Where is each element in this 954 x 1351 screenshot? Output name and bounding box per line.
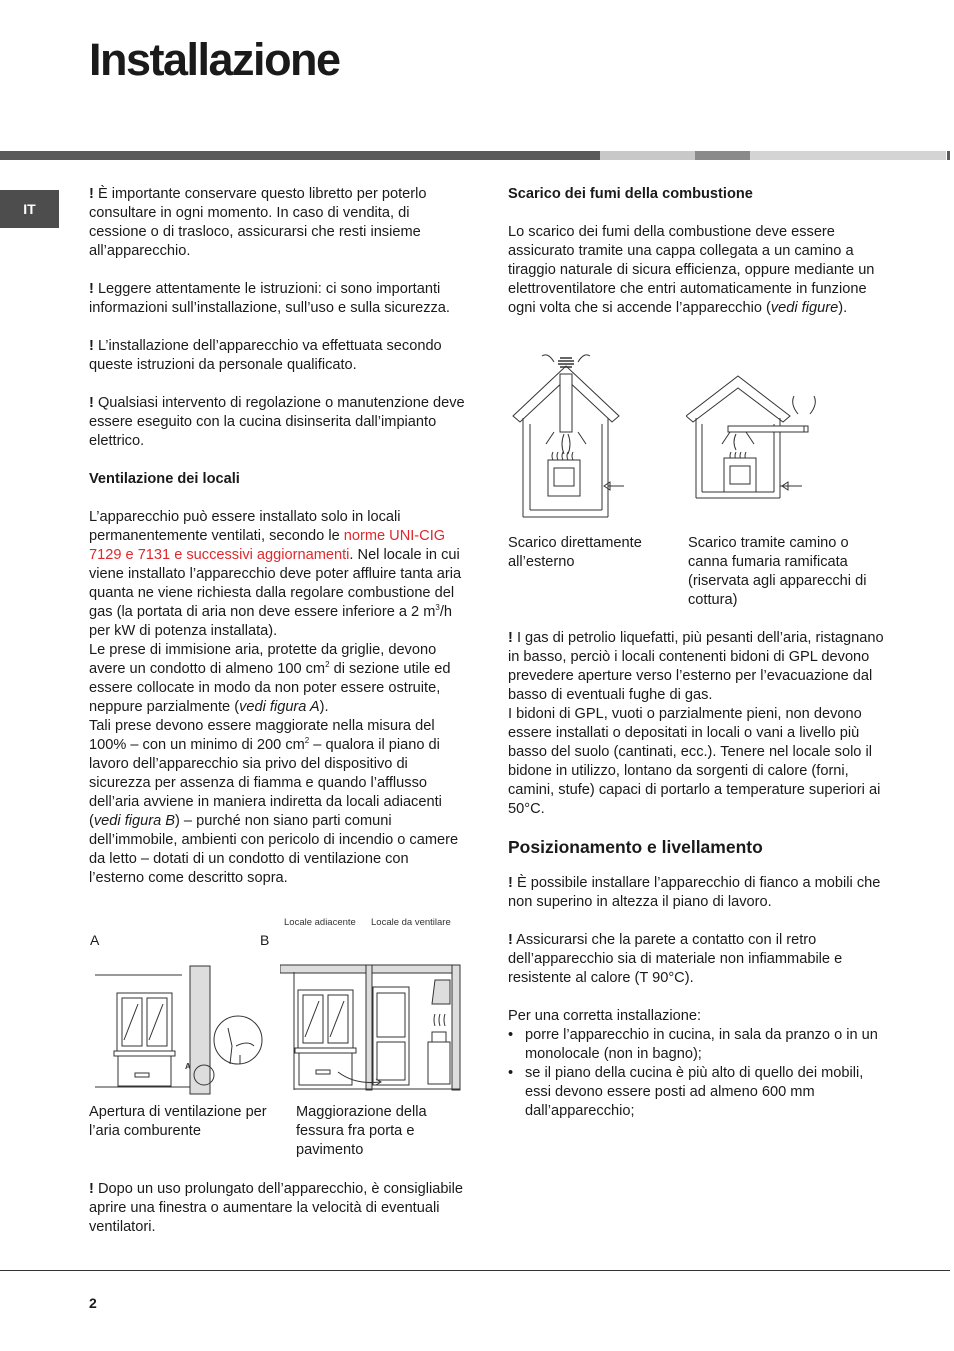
fumes-heading: Scarico dei fumi della combustione: [508, 186, 753, 202]
warning-keep-manual: ! È importante conservare questo libretto per poterlo consultare in ogni momento. In caso di vendita, di cessione o di trasloco, assicurarsi che resti insieme all’apparecchio.: [89, 186, 427, 259]
gpl-storage-paragraph: I bidoni di GPL, vuoti o parzialmente pieni, non devono essere installati o depositati in locali o vani a livello più basso del suolo (cantinati, ecc.). Tenere nel locale solo il bidone in utilizzo, lontano da sorgenti di calore (forni, camini, stufe) capaci di portarlo a temperature superiori ai 50°C.: [508, 706, 881, 817]
gpl-warning: ! I gas di petrolio liquefatti, più pesanti dell’aria, ristagnano in basso, perciò i locali contenenti bidoni di GPL devono prevedere aperture verso l’esterno per l’evacuazione dal basso di eventuali fughe di gas.: [508, 630, 884, 703]
figure-a-caption: Apertura di ventilazione per l’aria comburente: [89, 1104, 267, 1139]
install-intro: Per una corretta installazione:: [508, 1008, 702, 1024]
house-direct-exhaust-illustration: [508, 352, 628, 522]
house-direct-caption: Scarico direttamente all’esterno: [508, 535, 642, 570]
list-item: • porre l’apparecchio in cucina, in sala da pranzo o in un monolocale (non in bagno);: [508, 1026, 886, 1064]
warning-disconnect: ! Qualsiasi intervento di regolazione o manutenzione deve essere eseguito con la cucina disinserita dall’impianto elettrico.: [89, 395, 465, 449]
figure-b-door-gap: [280, 962, 465, 1094]
header-bar-end: [947, 151, 950, 160]
list-item: • se il piano della cucina è più alto di quello dei mobili, essi devono essere posti ad almeno 600 mm dall’apparecchio;: [508, 1064, 886, 1121]
final-warning: ! Dopo un uso prolungato dell’apparecchio, è consigliabile aprire una finestra o aumentare la velocità di eventuali ventilatori.: [89, 1181, 464, 1235]
warning-read-instructions: ! Leggere attentamente le istruzioni: ci sono importanti informazioni sull’installazione, sull’uso e sulla sicurezza.: [89, 281, 450, 316]
ventilation-heading: Ventilazione dei locali: [89, 471, 240, 487]
figure-a-letter: A: [90, 932, 100, 948]
header-bar-light-2: [750, 151, 946, 160]
figure-a-inner-letter: A: [185, 1062, 191, 1071]
warning-qualified-install: ! L’installazione dell’apparecchio va effettuata secondo queste istruzioni da personale qualificato.: [89, 338, 442, 373]
page-title: Installazione: [89, 34, 340, 85]
page-number: 2: [89, 1295, 97, 1311]
language-tab: IT: [0, 190, 59, 228]
right-column-bottom: [508, 629, 886, 1121]
label-room-to-ventilate: Locale da ventilare: [371, 917, 451, 928]
left-column: [89, 185, 466, 888]
figure-b-letter: B: [260, 932, 270, 948]
header-bar-light-1: [600, 151, 695, 160]
ventilation-paragraph-1: L’apparecchio può essere installato solo in locali permanentemente ventilati, secondo le norme UNI-CIG 7129 e 7131 e successivi aggiornamenti. Nel locale in cui viene installato l’apparecchio deve poter affluire tanta aria quanta ne viene richiesta dalla regolare combustione del gas (la portata di aria non deve essere inferiore a 2 $m^3/h$ per kW di potenza installata).: [89, 509, 462, 639]
figure-a-ventilation-opening: [90, 960, 280, 1095]
norms-link[interactable]: norme UNI-CIG 7129 e 7131 e successivi aggiornamenti: [89, 528, 446, 563]
figure-b-caption: Maggiorazione della fessura fra porta e pavimento: [296, 1104, 427, 1158]
house-chimney-exhaust-illustration: [686, 370, 826, 525]
ventilation-paragraph-3: Tali prese devono essere maggiorate nella misura del 100% – con un minimo di 200 $cm^2$ – qualora il piano di lavoro dell’apparecchio sia privo del dispositivo di sicurezza per assenza di fiamma e quando l’afflusso dell’aria avviene in maniera indiretta da locali adiacenti (vedi figura B) – purché non siano parti comuni dell’immobile, ambienti con pericolo di incendio o camere da letto – dotati di un condotto di ventilazione con l’esterno come descritto sopra.: [89, 718, 459, 886]
positioning-heading: Posizionamento e livellamento: [508, 837, 763, 857]
label-adjacent-room: Locale adiacente: [284, 917, 356, 928]
house-chimney-caption: Scarico tramite camino o canna fumaria ramificata (riservata agli apparecchi di cottura): [688, 535, 867, 608]
header-bar-dark: [0, 151, 600, 160]
ventilation-paragraph-2: Le prese di immisione aria, protette da griglie, devono avere un condotto di almeno 100 $cm^2$ di sezione utile ed essere collocate in modo da non poter essere ostruite, neppure parzialmente (vedi figura A).: [89, 642, 451, 715]
header-bar-mid: [695, 151, 750, 160]
footer-divider: [0, 1270, 950, 1271]
right-column-top: [508, 185, 886, 318]
positioning-warning-2: ! Assicurarsi che la parete a contatto con il retro dell’apparecchio sia di materiale non infiammabile e resistente al calore (T 90°C).: [508, 932, 843, 986]
fumes-paragraph: Lo scarico dei fumi della combustione deve essere assicurato tramite una cappa collegata a un camino a tiraggio naturale di sicura efficienza, oppure mediante un elettroventilatore che entri automaticamente in funzione ogni volta che si accende l’apparecchio (vedi figure).: [508, 224, 875, 316]
install-list: [508, 1026, 886, 1121]
positioning-warning-1: ! È possibile installare l’apparecchio di fianco a mobili che non superino in altezza il piano di lavoro.: [508, 875, 881, 910]
